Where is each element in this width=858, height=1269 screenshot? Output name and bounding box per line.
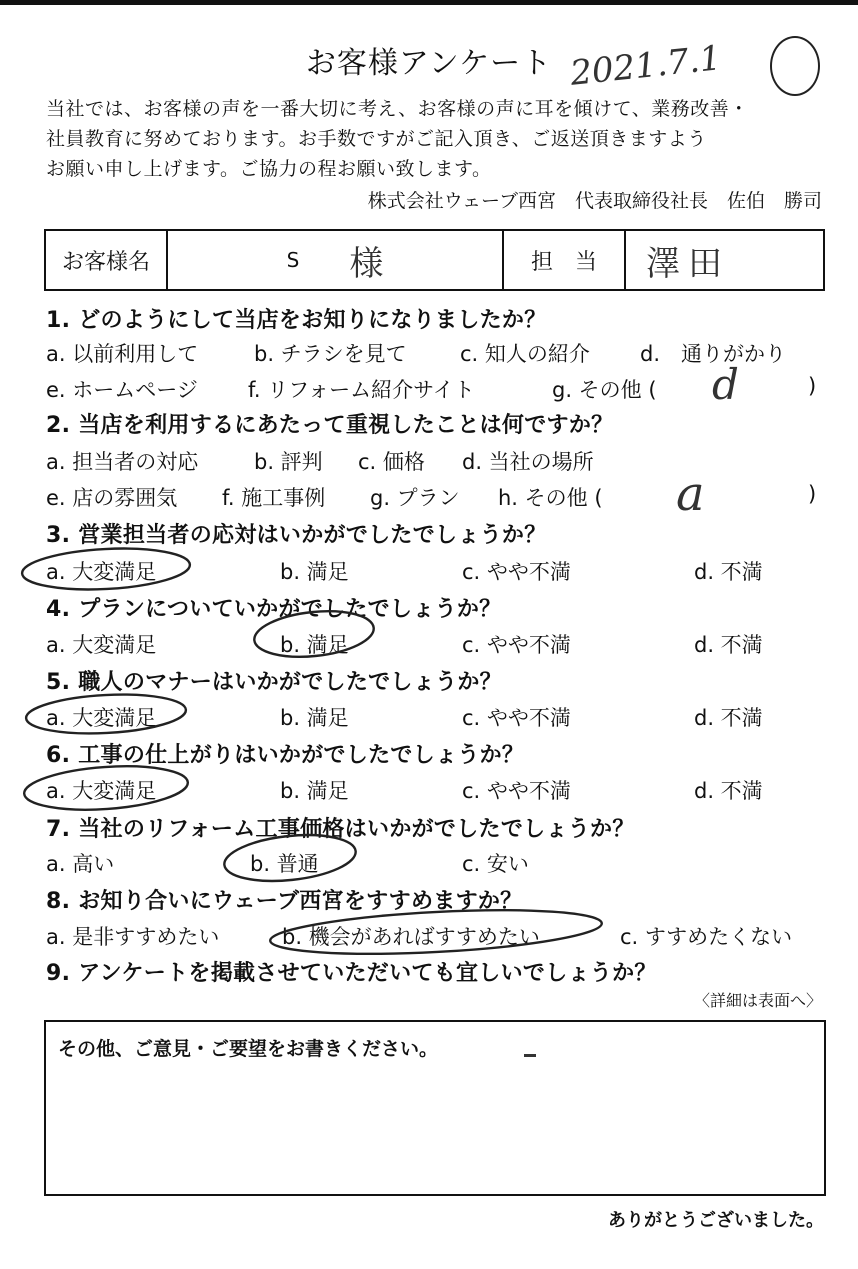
question-6: 6. 工事の仕上がりはいかがでしたでしょうか？ — [46, 743, 525, 768]
q4-option-d[interactable]: d. 不満 — [694, 633, 763, 657]
q1-option-e[interactable]: e. ホームページ — [46, 378, 198, 402]
closing-message: ありがとうございました。 — [608, 1210, 824, 1231]
question-5: 5. 職人のマナーはいかがでしたでしょうか？ — [46, 670, 502, 695]
q4-selected-circle — [252, 606, 376, 662]
q8-option-a[interactable]: a. 是非すすめたい — [46, 925, 220, 949]
q1-handwritten-answer[interactable]: d — [712, 360, 739, 409]
q6-option-d[interactable]: d. 不満 — [694, 779, 763, 803]
q2-close-paren: ) — [808, 482, 817, 506]
q8-option-c[interactable]: c. すすめたくない — [620, 925, 793, 949]
q4-option-b[interactable]: b. 満足 — [280, 633, 349, 657]
handwritten-date: 2021.7.1 — [568, 38, 724, 94]
question-1: 1. どのようにして当店をお知りになりましたか？ — [46, 308, 547, 333]
details-note: 〈詳細は表面へ〉 — [693, 991, 822, 1010]
q2-handwritten-answer[interactable]: a — [676, 466, 705, 522]
question-2: 2. 当店を利用するにあたって重視したことは何ですか？ — [46, 413, 614, 438]
q3-option-b[interactable]: b. 満足 — [280, 560, 349, 584]
company-signature: 株式会社ウェーブ西宮 代表取締役社長 佐伯 勝司 — [367, 190, 822, 212]
q3-option-a[interactable]: a. 大変満足 — [46, 560, 157, 584]
question-4: 4. プランについていかがでしたでしょうか？ — [46, 597, 502, 622]
intro-line-3: お願い申し上げます。ご協力の程お願い致します。 — [46, 158, 492, 180]
customer-name-value: S — [286, 248, 300, 272]
q2-option-g[interactable]: g. プラン — [370, 486, 460, 510]
q6-option-c[interactable]: c. やや不満 — [462, 779, 571, 803]
question-9: 9. アンケートを掲載させていただいても宜しいでしょうか？ — [46, 961, 657, 986]
q1-option-f[interactable]: f. リフォーム紹介サイト — [248, 378, 475, 402]
q1-close-paren: ) — [808, 374, 817, 398]
question-3: 3. 営業担当者の応対はいかがでしたでしょうか？ — [46, 523, 547, 548]
q2-option-e[interactable]: e. 店の雰囲気 — [46, 486, 178, 510]
page-title: お客様アンケート — [305, 46, 553, 81]
q8-selected-circle — [269, 903, 603, 960]
question-7: 7. 当社のリフォーム工事価格はいかがでしたでしょうか？ — [46, 817, 635, 842]
staff-value: 澤田 — [646, 243, 730, 284]
q5-option-a[interactable]: a. 大変満足 — [46, 706, 157, 730]
q6-selected-circle — [23, 761, 190, 814]
q7-option-b[interactable]: b. 普通 — [250, 852, 319, 876]
q4-option-c[interactable]: c. やや不満 — [462, 633, 571, 657]
q3-option-c[interactable]: c. やや不満 — [462, 560, 571, 584]
question-8: 8. お知り合いにウェーブ西宮をすすめますか？ — [46, 889, 523, 914]
q5-selected-circle — [25, 691, 187, 737]
q1-option-g[interactable]: g. その他 ( — [552, 378, 657, 402]
customer-name-suffix: 様 — [349, 243, 384, 284]
intro-line-1: 当社では、お客様の声を一番大切に考え、お客様の声に耳を傾けて、業務改善・ — [46, 98, 749, 120]
q2-option-a[interactable]: a. 担当者の対応 — [46, 450, 199, 474]
q2-option-b[interactable]: b. 評判 — [254, 450, 323, 474]
q6-option-b[interactable]: b. 満足 — [280, 779, 349, 803]
q3-selected-circle — [21, 545, 191, 594]
q7-option-c[interactable]: c. 安い — [462, 852, 529, 876]
intro-line-2: 社員教育に努めております。お手数ですがご記入頂き、ご返送頂きますよう — [46, 128, 707, 150]
q2-option-f[interactable]: f. 施工事例 — [222, 486, 326, 510]
q1-option-c[interactable]: c. 知人の紹介 — [460, 342, 590, 366]
q2-option-h[interactable]: h. その他 ( — [498, 486, 603, 510]
staff-label: 担 当 — [504, 231, 626, 289]
comment-prompt: その他、ご意見・ご要望をお書きください。 — [58, 1038, 439, 1060]
q4-option-a[interactable]: a. 大変満足 — [46, 633, 157, 657]
customer-name-label: お客様名 — [46, 231, 168, 289]
q6-option-a[interactable]: a. 大変満足 — [46, 779, 157, 803]
q5-option-d[interactable]: d. 不満 — [694, 706, 763, 730]
q7-option-a[interactable]: a. 高い — [46, 852, 115, 876]
q7-selected-circle — [222, 829, 358, 887]
q1-option-d[interactable]: d. 通りがかり — [640, 342, 787, 366]
q5-option-b[interactable]: b. 満足 — [280, 706, 349, 730]
q8-option-b[interactable]: b. 機会があればすすめたい — [282, 925, 540, 949]
q5-option-c[interactable]: c. やや不満 — [462, 706, 571, 730]
q1-option-b[interactable]: b. チラシを見て — [254, 342, 407, 366]
q2-option-d[interactable]: d. 当社の場所 — [462, 450, 594, 474]
q3-option-d[interactable]: d. 不満 — [694, 560, 763, 584]
q1-option-a[interactable]: a. 以前利用して — [46, 342, 199, 366]
q2-option-c[interactable]: c. 価格 — [358, 450, 425, 474]
